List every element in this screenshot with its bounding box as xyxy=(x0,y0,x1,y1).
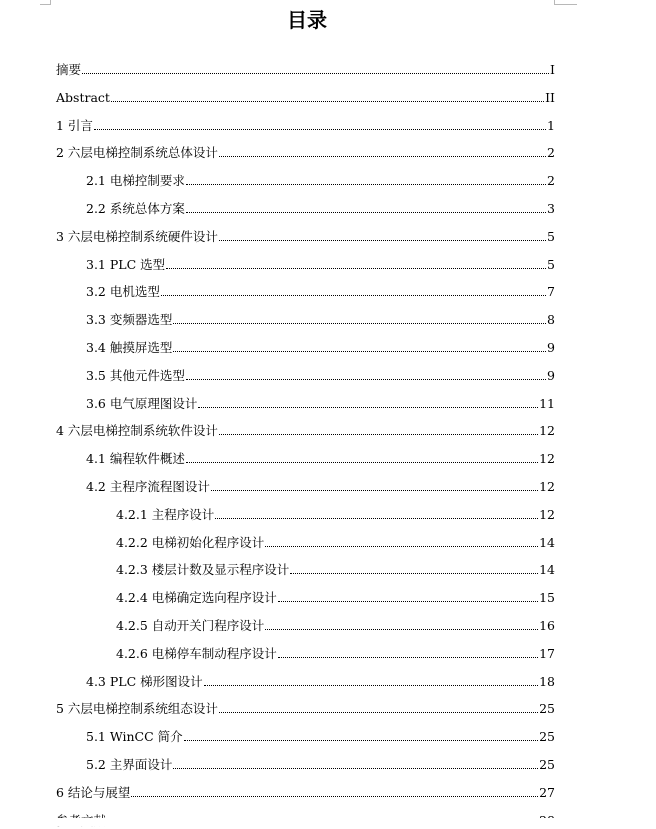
toc-entry-title: 3.3 变频器选型 xyxy=(86,312,173,327)
dot-leader xyxy=(173,323,546,324)
dot-leader xyxy=(219,712,538,713)
toc-entry[interactable] xyxy=(86,306,555,328)
dot-leader xyxy=(173,768,538,769)
toc-entry[interactable] xyxy=(86,334,555,356)
toc-entry-title: 4.2.1 主程序设计 xyxy=(116,507,215,522)
toc-entry-title: 4.2.5 自动开关门程序设计 xyxy=(116,618,265,633)
toc-entry-title: 4.2.4 电梯确定选向程序设计 xyxy=(116,590,277,605)
toc-entry[interactable] xyxy=(86,167,555,189)
toc-entry-title: 3.5 其他元件选型 xyxy=(86,368,185,383)
toc-entry[interactable] xyxy=(86,668,555,690)
dot-leader xyxy=(198,407,538,408)
dot-leader xyxy=(111,101,544,102)
toc-entry[interactable] xyxy=(116,612,555,634)
dot-leader xyxy=(161,295,546,296)
toc-entry-page-number: 12 xyxy=(539,507,555,522)
toc-entry[interactable] xyxy=(56,84,555,106)
toc-entry[interactable] xyxy=(56,695,555,717)
toc-entry[interactable] xyxy=(86,473,555,495)
dot-leader xyxy=(186,462,538,463)
dot-leader xyxy=(173,351,546,352)
toc-entry-page-number: 3 xyxy=(547,201,555,216)
toc-entry-title: Abstract xyxy=(56,90,110,105)
toc-entry-title: 3.1 PLC 选型 xyxy=(86,257,166,272)
toc-entry-page-number: 12 xyxy=(539,479,555,494)
toc-entry[interactable] xyxy=(86,195,555,217)
toc-entry-title: 4.2.3 楼层计数及显示程序设计 xyxy=(116,562,290,577)
toc-entry-page-number: 7 xyxy=(547,284,555,299)
dot-leader xyxy=(278,601,538,602)
toc-entry[interactable] xyxy=(56,112,555,134)
page-cutoff xyxy=(0,818,656,826)
dot-leader xyxy=(219,156,546,157)
toc-entry[interactable] xyxy=(86,251,555,273)
dot-leader xyxy=(265,629,538,630)
toc-entry-title: 2.2 系统总体方案 xyxy=(86,201,185,216)
toc-entry[interactable] xyxy=(86,445,555,467)
toc-entry[interactable] xyxy=(56,417,555,439)
toc-entry-title: 3.4 触摸屏选型 xyxy=(86,340,173,355)
toc-entry-page-number: 25 xyxy=(539,757,555,772)
toc-entry[interactable] xyxy=(86,278,555,300)
toc-entry[interactable] xyxy=(86,390,555,412)
toc-entry-page-number: 5 xyxy=(547,229,555,244)
toc-entry-title: 3.6 电气原理图设计 xyxy=(86,396,198,411)
toc-entry-title: 2 六层电梯控制系统总体设计 xyxy=(56,145,218,160)
toc-entry-title: 1 引言 xyxy=(56,118,93,133)
dot-leader xyxy=(215,518,538,519)
document-title: 目录 xyxy=(287,8,327,32)
toc-entry-page-number: 12 xyxy=(539,423,555,438)
toc-entry-title: 5 六层电梯控制系统组态设计 xyxy=(56,701,218,716)
dot-leader xyxy=(186,184,546,185)
toc-entry-page-number: 18 xyxy=(539,674,555,689)
toc-entry-title: 3.2 电机选型 xyxy=(86,284,160,299)
dot-leader xyxy=(184,740,538,741)
toc-entry-page-number: 2 xyxy=(547,173,555,188)
toc-entry-page-number: II xyxy=(545,90,555,105)
toc-entry-title: 6 结论与展望 xyxy=(56,785,131,800)
dot-leader xyxy=(131,796,538,797)
toc-entry[interactable] xyxy=(116,501,555,523)
toc-entry-page-number: I xyxy=(550,62,555,77)
dot-leader xyxy=(82,73,549,74)
toc-entry-title: 4.1 编程软件概述 xyxy=(86,451,185,466)
toc-entry-page-number: 5 xyxy=(547,257,555,272)
toc-entry-page-number: 12 xyxy=(539,451,555,466)
toc-entry-page-number: 9 xyxy=(547,368,555,383)
dot-leader xyxy=(265,546,538,547)
toc-entry[interactable] xyxy=(116,556,555,578)
toc-entry[interactable] xyxy=(56,139,555,161)
toc-entry-title: 5.1 WinCC 简介 xyxy=(86,729,183,744)
toc-entry[interactable] xyxy=(86,362,555,384)
toc-entry-title: 4.2.2 电梯初始化程序设计 xyxy=(116,535,265,550)
toc-entry-title: 4.3 PLC 梯形图设计 xyxy=(86,674,203,689)
toc-entry[interactable] xyxy=(56,779,555,801)
dot-leader xyxy=(219,434,538,435)
toc-entry[interactable] xyxy=(116,529,555,551)
toc-entry-page-number: 14 xyxy=(539,535,555,550)
toc-entry-page-number: 11 xyxy=(539,396,555,411)
toc-entry-title: 4 六层电梯控制系统软件设计 xyxy=(56,423,218,438)
toc-entry-page-number: 2 xyxy=(547,145,555,160)
toc-entry-page-number: 9 xyxy=(547,340,555,355)
toc-entry-page-number: 27 xyxy=(539,785,555,800)
toc-entry-title: 2.1 电梯控制要求 xyxy=(86,173,185,188)
dot-leader xyxy=(186,212,546,213)
toc-entry-title: 4.2 主程序流程图设计 xyxy=(86,479,210,494)
toc-entry[interactable] xyxy=(86,723,555,745)
toc-entry-page-number: 8 xyxy=(547,312,555,327)
dot-leader xyxy=(186,379,546,380)
dot-leader xyxy=(211,490,538,491)
toc-entry-page-number: 14 xyxy=(539,562,555,577)
toc-entry-title: 5.2 主界面设计 xyxy=(86,757,173,772)
toc-entry-page-number: 17 xyxy=(539,646,555,661)
dot-leader xyxy=(278,657,538,658)
toc-entry-page-number: 25 xyxy=(539,701,555,716)
toc-entry-page-number: 25 xyxy=(539,729,555,744)
toc-entry-title: 4.2.6 电梯停车制动程序设计 xyxy=(116,646,277,661)
toc-entry-title: 摘要 xyxy=(56,62,82,77)
toc-entry-page-number: 16 xyxy=(539,618,555,633)
dot-leader xyxy=(204,685,538,686)
toc-entry[interactable] xyxy=(56,56,555,78)
toc-entry[interactable] xyxy=(86,751,555,773)
toc-entry[interactable] xyxy=(56,223,555,245)
dot-leader xyxy=(166,268,546,269)
toc-entry-page-number: 1 xyxy=(547,118,555,133)
toc-entry-page-number: 15 xyxy=(539,590,555,605)
dot-leader xyxy=(219,240,546,241)
dot-leader xyxy=(290,573,538,574)
toc-entry-title: 3 六层电梯控制系统硬件设计 xyxy=(56,229,218,244)
toc-entry[interactable] xyxy=(116,584,555,606)
toc-entry[interactable] xyxy=(116,640,555,662)
dot-leader xyxy=(94,129,546,130)
